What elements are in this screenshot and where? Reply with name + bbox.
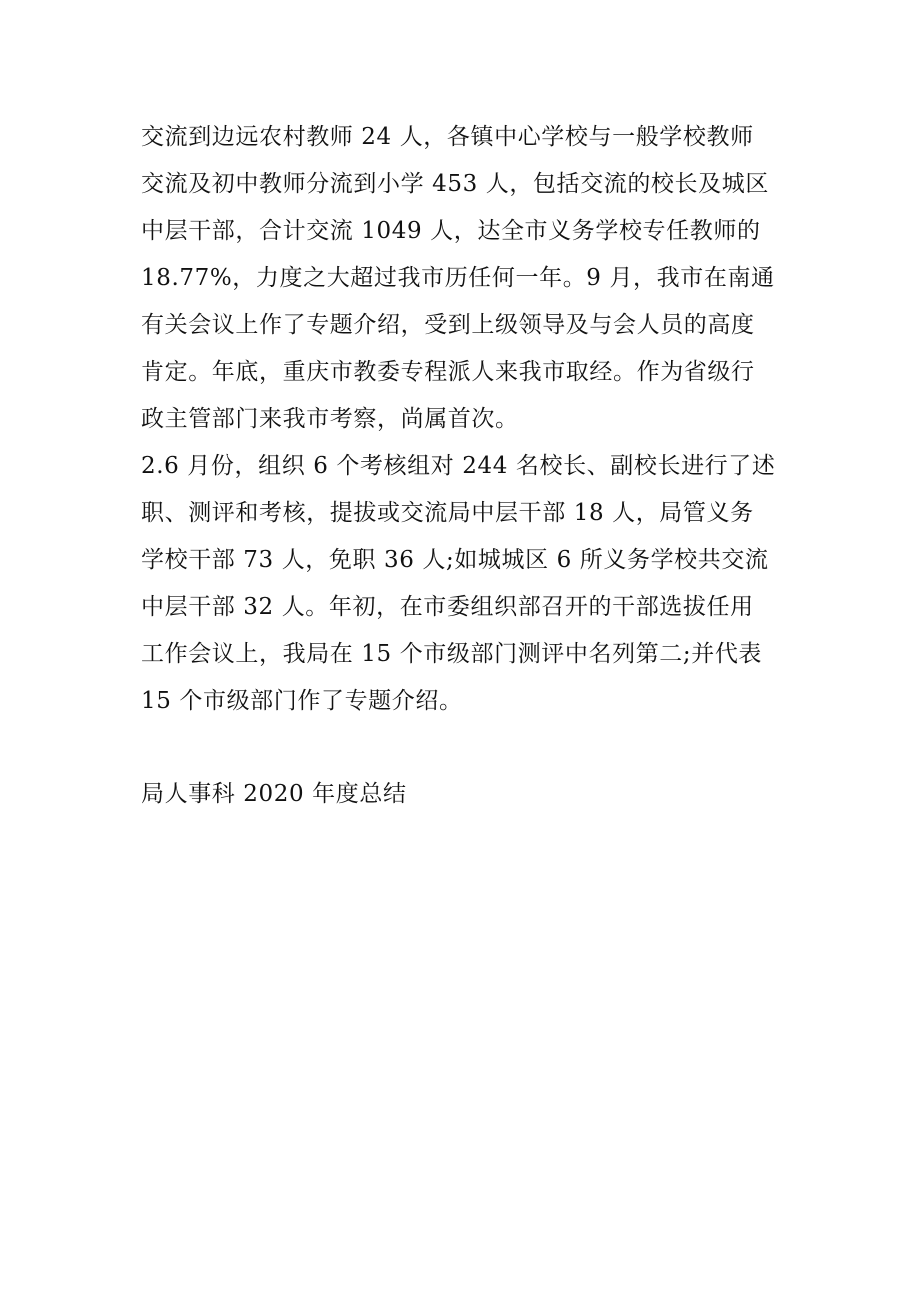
text-line: 交流及初中教师分流到小学 453 人，包括交流的校长及城区 [141, 171, 769, 197]
text-line: 职、测评和考核，提拔或交流局中层干部 18 人，局管义务 [141, 500, 754, 526]
document-footer-title: 局人事科 2020 年度总结 [141, 781, 407, 807]
document-body [141, 114, 781, 818]
text-line: 中层干部 32 人。年初，在市委组织部召开的干部选拔任用 [141, 594, 754, 620]
text-line: 政主管部门来我市考察，尚属首次。 [141, 406, 519, 432]
text-line: 2.6 月份，组织 6 个考核组对 244 名校长、副校长进行了述 [141, 453, 776, 479]
text-line: 中层干部，合计交流 1049 人，达全市义务学校专任教师的 [141, 218, 761, 244]
text-line: 肯定。年底，重庆市教委专程派人来我市取经。作为省级行 [141, 359, 755, 385]
text-line: 交流到边远农村教师 24 人，各镇中心学校与一般学校教师 [141, 124, 754, 150]
text-line: 学校干部 73 人，免职 36 人;如城城区 6 所义务学校共交流 [141, 547, 769, 573]
text-line: 有关会议上作了专题介绍，受到上级领导及与会人员的高度 [141, 312, 755, 338]
text-line: 工作会议上，我局在 15 个市级部门测评中名列第二;并代表 [141, 641, 763, 667]
text-line: 15 个市级部门作了专题介绍。 [141, 688, 463, 714]
text-line: 18.77%，力度之大超过我市历任何一年。9 月，我市在南通 [141, 265, 775, 291]
